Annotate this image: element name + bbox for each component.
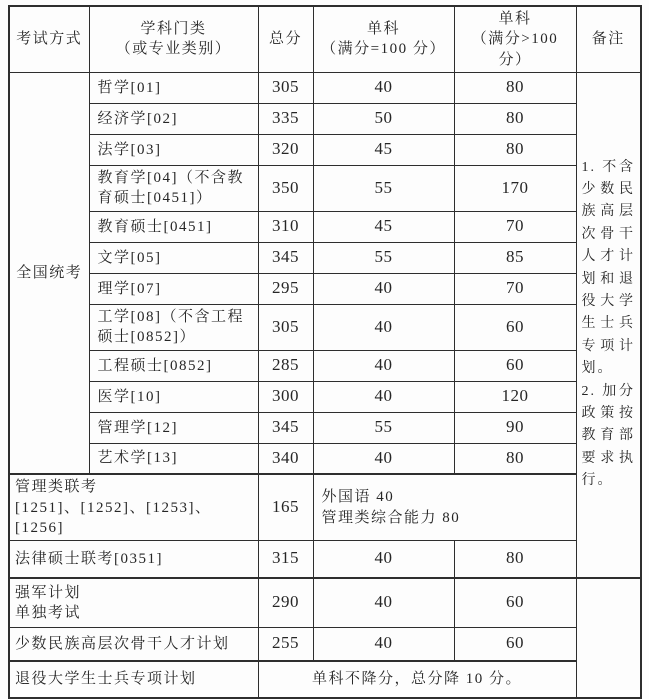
total-cell: 285 — [258, 350, 313, 381]
remark-item-1: 1. 不含少数民族高层次骨干人才计划和退役大学生士兵专项计划。 — [581, 159, 635, 377]
remark-empty-cell — [576, 578, 641, 698]
single-eq100-cell: 40 — [313, 350, 454, 381]
single-gt100-cell: 90 — [454, 412, 576, 443]
single-gt100-cell: 60 — [454, 628, 576, 661]
header-single-eq100 — [313, 6, 454, 72]
veteran-plan-note-cell: 单科不降分，总分降 10 分。 — [258, 661, 576, 698]
single-eq100-cell: 45 — [313, 134, 454, 165]
total-cell: 335 — [258, 103, 313, 134]
veteran-plan-label-cell: 退役大学生士兵专项计划 — [9, 661, 258, 698]
single-gt100-cell: 70 — [454, 273, 576, 304]
single-gt100-cell: 80 — [454, 72, 576, 103]
header-exam-method: 考试方式 — [9, 6, 89, 72]
total-cell: 255 — [258, 628, 313, 661]
subject-cell: 文学[05] — [89, 242, 258, 273]
table-row — [9, 412, 641, 443]
table-row — [9, 273, 641, 304]
total-cell: 315 — [258, 541, 313, 578]
single-eq100-cell: 40 — [313, 273, 454, 304]
subject-cell: 医学[10] — [89, 381, 258, 412]
header-single-eq100-line2: （满分=100 分） — [321, 41, 446, 58]
single-gt100-cell: 170 — [454, 165, 576, 211]
total-cell: 165 — [258, 474, 313, 540]
mgmt-merged-line2: 管理类综合能力 80 — [321, 509, 461, 526]
minority-plan-label-cell: 少数民族高层次骨干人才计划 — [9, 628, 258, 661]
header-single-gt100 — [454, 6, 576, 72]
total-cell: 345 — [258, 412, 313, 443]
single-gt100-cell: 80 — [454, 541, 576, 578]
single-gt100-cell: 80 — [454, 443, 576, 474]
single-gt100-cell: 60 — [454, 578, 576, 628]
subject-cell: 法学[03] — [89, 134, 258, 165]
mgmt-label-line2: [1251]、[1252]、[1253]、[1256] — [15, 499, 212, 536]
subject-cell: 艺术学[13] — [89, 443, 258, 474]
header-subject-line1: 学科门类 — [140, 21, 207, 38]
total-cell: 295 — [258, 273, 313, 304]
total-cell: 350 — [258, 165, 313, 211]
single-eq100-cell: 40 — [313, 304, 454, 350]
single-gt100-cell: 60 — [454, 350, 576, 381]
single-eq100-cell: 40 — [313, 381, 454, 412]
single-gt100-cell: 120 — [454, 381, 576, 412]
table-row — [9, 242, 641, 273]
single-eq100-cell: 55 — [313, 165, 454, 211]
table-row — [9, 350, 641, 381]
military-label-line2: 单独考试 — [15, 604, 82, 621]
total-cell: 345 — [258, 242, 313, 273]
single-eq100-cell: 55 — [313, 242, 454, 273]
remark-item-2: 2. 加分政策按教育部要求执行。 — [581, 383, 635, 489]
table-row — [9, 211, 641, 242]
table-row — [9, 165, 641, 211]
subject-cell: 理学[07] — [89, 273, 258, 304]
single-eq100-cell: 50 — [313, 103, 454, 134]
header-single-gt100-line1: 单科 — [498, 11, 532, 27]
subject-cell: 管理学[12] — [89, 412, 258, 443]
total-cell: 320 — [258, 134, 313, 165]
subject-cell: 工学[08]（不含工程硕士[0852]） — [89, 304, 258, 350]
mgmt-single-subject-merged-cell — [313, 474, 576, 540]
header-single-eq100-line1: 单科 — [366, 21, 400, 38]
header-remark: 备注 — [576, 6, 641, 72]
single-eq100-cell: 55 — [313, 412, 454, 443]
single-eq100-cell: 40 — [313, 628, 454, 661]
header-single-gt100-line2: （满分>100 分） — [471, 31, 559, 68]
national-exam-label-cell: 全国统考 — [9, 72, 89, 474]
military-label-line1: 强军计划 — [15, 584, 82, 601]
law-master-label-cell: 法律硕士联考[0351] — [9, 541, 258, 578]
table-row — [9, 443, 641, 474]
single-eq100-cell: 40 — [313, 541, 454, 578]
subject-cell: 教育学[04]（不含教育硕士[0451]） — [89, 165, 258, 211]
header-subject-line2: （或专业类别） — [115, 41, 232, 58]
subject-cell: 教育硕士[0451] — [89, 211, 258, 242]
mgmt-label-line1: 管理类联考 — [15, 479, 98, 496]
single-eq100-cell: 40 — [313, 72, 454, 103]
table-row — [9, 304, 641, 350]
mgmt-joint-exam-label-cell — [9, 474, 258, 540]
table-row-minority-plan — [9, 628, 641, 661]
total-cell: 310 — [258, 211, 313, 242]
table-row — [9, 134, 641, 165]
mgmt-merged-line1: 外国语 40 — [321, 489, 395, 506]
total-cell: 340 — [258, 443, 313, 474]
table-row-mgmt-joint-exam — [9, 474, 641, 540]
header-row — [9, 6, 641, 72]
single-gt100-cell: 85 — [454, 242, 576, 273]
single-gt100-cell: 70 — [454, 211, 576, 242]
subject-cell: 经济学[02] — [89, 103, 258, 134]
single-gt100-cell: 80 — [454, 134, 576, 165]
table-row-veteran-plan — [9, 661, 641, 698]
single-eq100-cell: 40 — [313, 578, 454, 628]
subject-cell: 工程硕士[0852] — [89, 350, 258, 381]
total-cell: 290 — [258, 578, 313, 628]
single-gt100-cell: 60 — [454, 304, 576, 350]
single-eq100-cell: 45 — [313, 211, 454, 242]
total-cell: 305 — [258, 304, 313, 350]
subject-cell: 哲学[01] — [89, 72, 258, 103]
total-cell: 305 — [258, 72, 313, 103]
score-line-table — [8, 5, 642, 699]
table-row — [9, 103, 641, 134]
header-subject — [89, 6, 258, 72]
table-row — [9, 72, 641, 103]
table-row-military-plan — [9, 578, 641, 628]
table-row — [9, 381, 641, 412]
single-eq100-cell: 40 — [313, 443, 454, 474]
military-plan-label-cell — [9, 578, 258, 628]
table-row-law-master — [9, 541, 641, 578]
single-gt100-cell: 80 — [454, 103, 576, 134]
header-total: 总分 — [258, 6, 313, 72]
remark-cell — [576, 72, 641, 577]
total-cell: 300 — [258, 381, 313, 412]
